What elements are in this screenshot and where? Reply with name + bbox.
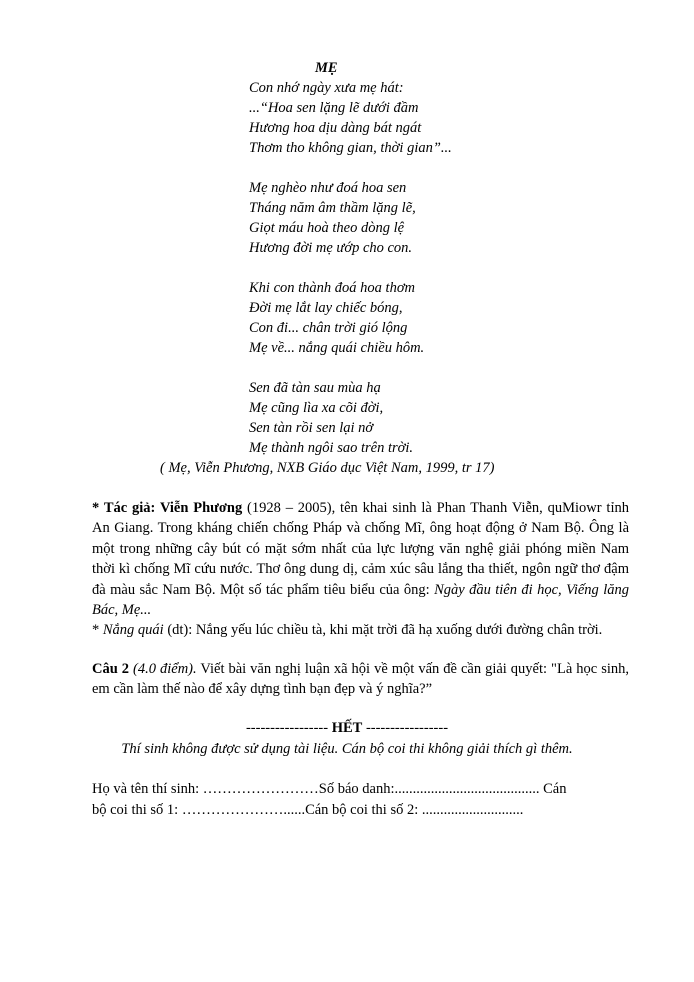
stanza-4 bbox=[249, 378, 549, 458]
question-text: Viết bài văn nghị luận xã hội về một vấn đề cần giải quyết: "Là học sinh, em cần làm thế nào để xây dựng tình bạn đẹp và ý nghĩa?” bbox=[92, 661, 629, 698]
poem-line: Giọt máu hoà theo dòng lệ bbox=[249, 220, 405, 236]
candidate-info bbox=[92, 779, 629, 821]
poem-line: Sen tàn rồi sen lại nở bbox=[249, 420, 374, 436]
end-label: HẾT bbox=[331, 720, 363, 736]
gloss-note bbox=[92, 620, 629, 640]
poem-line: Con nhớ ngày xưa mẹ hát: bbox=[249, 80, 404, 96]
question-label: Câu 2 bbox=[92, 661, 130, 677]
poem-line: Hương đời mẹ ướp cho con. bbox=[249, 240, 413, 256]
end-marker bbox=[0, 718, 694, 738]
stanza-1 bbox=[249, 78, 549, 158]
poem-line: Sen đã tàn sau mùa hạ bbox=[249, 380, 381, 396]
poem-line: Mẹ nghèo như đoá hoa sen bbox=[249, 180, 407, 196]
poem-line: Mẹ thành ngôi sao trên trời. bbox=[249, 440, 414, 456]
stanza-3 bbox=[249, 278, 549, 358]
question-points: (4.0 điểm). bbox=[129, 661, 197, 677]
author-works: Ngày đầu tiên đi học, Viếng lăng Bác, Mẹ... bbox=[92, 581, 630, 619]
poem-line: Đời mẹ lắt lay chiếc bóng, bbox=[249, 300, 403, 316]
poem-source: ( Mẹ, Viễn Phương, NXB Giáo dục Việt Nam, 1999, tr 17) bbox=[160, 460, 495, 476]
poem-line: Tháng năm âm thầm lặng lẽ, bbox=[249, 200, 416, 216]
poem-line: Con đi... chân trời gió lộng bbox=[249, 320, 408, 336]
stanza-2 bbox=[249, 178, 549, 258]
end-dashes-right: ----------------- bbox=[362, 720, 449, 736]
poem-line: Khi con thành đoá hoa thơm bbox=[249, 280, 416, 296]
poem bbox=[249, 58, 549, 458]
gloss-prefix: * bbox=[92, 622, 103, 639]
candidate-line-2: bộ coi thi số 1: …………………......Cán bộ coi thi số 2: ............................ bbox=[92, 802, 524, 818]
gloss-text: (dt): Nắng yếu lúc chiều tà, khi mặt trời đã hạ xuống dưới đường chân trời. bbox=[163, 622, 603, 639]
poem-title: MẸ bbox=[315, 60, 338, 76]
end-dashes-left: ----------------- bbox=[245, 720, 332, 736]
candidate-line-1: Họ và tên thí sinh: ……………………Số báo danh:........................................ Cán bbox=[92, 781, 567, 797]
poem-line: Mẹ về... nắng quái chiều hôm. bbox=[249, 340, 425, 356]
notes bbox=[92, 498, 629, 641]
author-note bbox=[92, 498, 629, 620]
poem-line: Thơm tho không gian, thời gian”... bbox=[249, 140, 452, 156]
poem-line: Hương hoa dịu dàng bát ngát bbox=[249, 120, 422, 136]
gloss-term: Nắng quái bbox=[102, 622, 164, 639]
exam-instruction: Thí sinh không được sử dụng tài liệu. Cán bộ coi thi không giải thích gì thêm. bbox=[121, 741, 573, 757]
question-2 bbox=[92, 659, 629, 700]
author-prefix: * bbox=[92, 500, 104, 516]
author-label: Tác giả: Viễn Phương bbox=[103, 500, 243, 516]
poem-line: Mẹ cũng lìa xa cõi đời, bbox=[249, 400, 384, 416]
author-text: (1928 – 2005), tên khai sinh là Phan Thanh Viễn, quMiowr tỉnh An Giang. Trong kháng chiến chống Pháp và chống Mĩ, ông hoạt động ở Nam Bộ. Ông là một trong những cây bút có mặt sớm nhất của lực lượng văn nghệ giải phóng miền Nam thời kì chống Mĩ cứu nước. Thơ ông dung dị, cảm xúc sâu lắng tha thiết, ngôn ngữ thơ đậm đà màu sắc Nam Bộ. Một số tác phẩm tiêu biểu của ông: bbox=[92, 500, 629, 598]
poem-line: ...“Hoa sen lặng lẽ dưới đầm bbox=[249, 100, 419, 116]
